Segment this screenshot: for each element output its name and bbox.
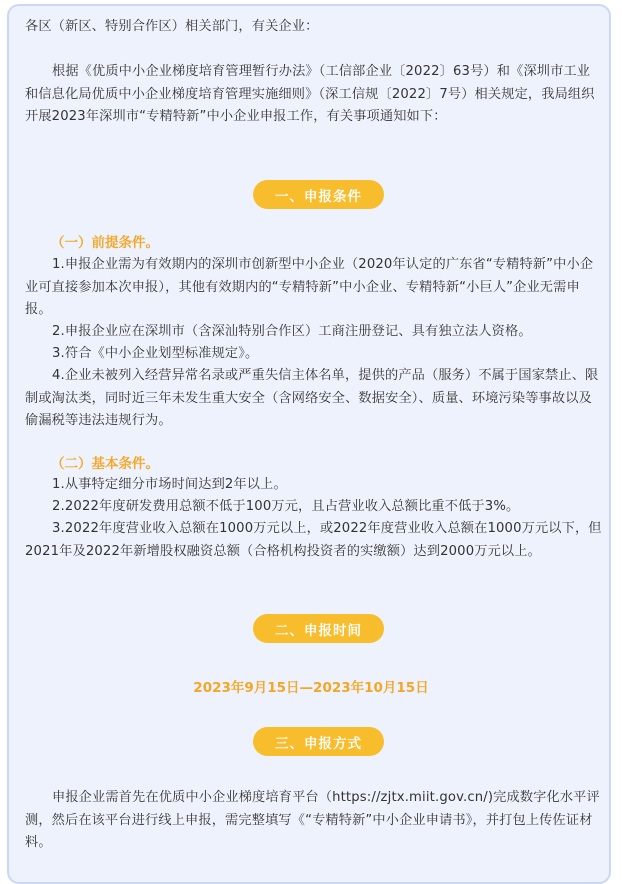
method-paragraph: 申报企业需首先在优质中小企业梯度培育平台（https://zjtx.miit.gov.cn/)完成数字化水平评测，然后在该平台进行线上申报，需完整填写《“专精特新”中小企业申请书》，并打包上传佐证材料。 xyxy=(25,790,600,850)
basic-item-2: 2.2022年度研发费用总额不低于100万元，且占营业收入总额比重不低于3%。 xyxy=(52,499,520,514)
basic-item-1: 1.从事特定细分市场时间达到2年以上。 xyxy=(52,477,287,492)
subsection-title-prerequisites: （一）前提条件。 xyxy=(51,235,159,251)
intro-paragraph: 根据《优质中小企业梯度培育管理暂行办法》（工信部企业〔2022〕63号）和《深圳市工业和信息化局优质中小企业梯度培育管理实施细则》（深工信规〔2022〕7号）相关规定，我局组织开展2023年深圳市“专精特新”中小企业申报工作，有关事项通知如下： xyxy=(25,64,595,124)
basic-item-3: 3.2022年度营业收入总额在1000万元以上，或2022年度营业收入总额在1000万元以下，但2021年及2022年新增股权融资总额（合格机构投资者的实缴额）达到2000万元以上。 xyxy=(25,521,602,559)
section-title-time: 二、申报时间 xyxy=(253,614,384,643)
greeting-text: 各区（新区、特别合作区）相关部门，有关企业： xyxy=(25,19,319,34)
prerequisite-item-4: 4.企业未被列入经营异常名录或严重失信主体名单，提供的产品（服务）不属于国家禁止、限制或淘汰类，同时近三年未发生重大安全（含网络安全、数据安全）、质量、环境污染等事故以及偷漏税等违法违规行为。 xyxy=(25,368,599,428)
subsection-title-basic: （二）基本条件。 xyxy=(51,456,159,472)
prerequisite-item-1: 1.申报企业需为有效期内的深圳市创新型中小企业（2020年认定的广东省“专精特新”中小企业可直接参加本次申报），其他有效期内的“专精特新”中小企业、专精特新“小巨人”企业无需申报。 xyxy=(25,257,594,317)
application-date-range: 2023年9月15日—2023年10月15日 xyxy=(193,680,429,696)
section-title-method: 三、申报方式 xyxy=(253,727,384,756)
prerequisite-item-2: 2.申报企业应在深圳市（含深汕特别合作区）工商注册登记、具有独立法人资格。 xyxy=(52,324,532,339)
section-title-conditions: 一、申报条件 xyxy=(253,180,384,209)
prerequisite-item-3: 3.符合《中小企业划型标准规定》。 xyxy=(52,346,259,361)
